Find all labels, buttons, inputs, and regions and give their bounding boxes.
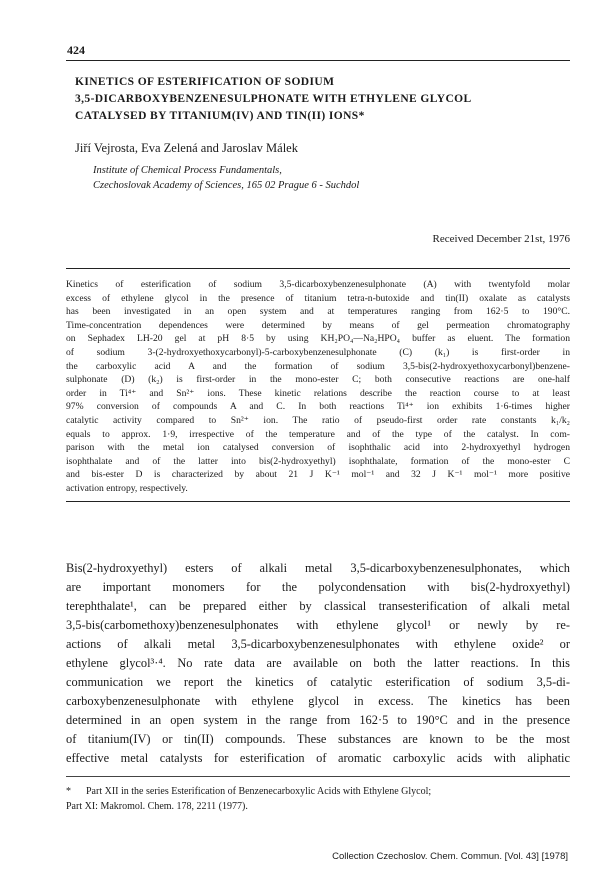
footnote-line-1: * Part XII in the series Esterification of Benzenecarboxylic Acids with Ethylene Glycol; bbox=[66, 786, 432, 797]
abstract-line: Kinetics of esterification of sodium 3,5-dicarboxybenzenesulphonate (A) with twentyfold molar bbox=[66, 279, 570, 290]
abstract-line: catalytic activity compared to Sn²⁺ ion. The ratio of pseudo-first order rate constants k₁/k₂ bbox=[66, 414, 570, 426]
abstract-line: isophthalate and of the latter into bis(2-hydroxyethyl) isophthalate, formation of the mono-ester C bbox=[66, 455, 570, 467]
abstract-bottom-rule bbox=[66, 501, 570, 502]
received-date: Received December 21st, 1976 bbox=[432, 233, 570, 245]
body-line: Bis(2-hydroxyethyl) esters of alkali metal 3,5-dicarboxybenzenesulphonates, which bbox=[66, 561, 570, 575]
abstract-line: 97% conversion of compounds A and C. In both reactions Ti⁴⁺ ion exhibits 1·6-times higher bbox=[66, 401, 570, 413]
abstract-line: sulphonate (D) (k₂) is first-order in the mono-ester C; both consecutive reactions are one-half bbox=[66, 374, 570, 386]
abstract-line: equals to approx. 1·9, irrespective of the temperature and of the type of the catalyst. In com- bbox=[66, 428, 570, 440]
page-number: 424 bbox=[67, 43, 85, 57]
abstract bbox=[66, 278, 570, 496]
abstract-line: has been investigated in an open system and at temperatures ranging from 162·5 to 190°C. bbox=[66, 306, 570, 318]
footnote bbox=[66, 784, 570, 814]
body-line: determined in an open system in the range from 162·5 to 190°C and in the presence bbox=[66, 713, 570, 727]
journal-footer: Collection Czechoslov. Chem. Commun. [Vol. 43] [1978] bbox=[332, 851, 568, 862]
abstract-line: order in Ti⁴⁺ and Sn²⁺ ions. These kinetic relations describe the reaction course to at least bbox=[66, 387, 570, 399]
title-line-2: 3,5-DICARBOXYBENZENESULPHONATE WITH ETHYLENE GLYCOL bbox=[75, 93, 472, 105]
footnote-line-2: Part XI: Makromol. Chem. 178, 2211 (1977). bbox=[66, 801, 248, 812]
body-line: communication we report the kinetics of catalytic esterification of sodium 3,5-di- bbox=[66, 675, 570, 689]
affiliation-line-2: Czechoslovak Academy of Sciences, 165 02 Prague 6 - Suchdol bbox=[93, 180, 360, 191]
abstract-line: excess of ethylene glycol in the presence of titanium tetra-n-butoxide and tin(II) oxalate as catalysts bbox=[66, 292, 570, 304]
footnote-rule bbox=[66, 776, 570, 777]
body-line: of titanium(IV) or tin(II) compounds. These substances are known to be the most bbox=[66, 732, 570, 746]
body-line: effective metal catalysts for esterification of aromatic carboxylic acids with aliphatic bbox=[66, 751, 570, 765]
abstract-top-rule bbox=[66, 268, 570, 269]
body-line: are important monomers for the polycondensation with bis(2-hydroxyethyl) bbox=[66, 580, 570, 594]
body-line: terephthalate¹, can be prepared either by classical transesterification of alkali metal bbox=[66, 599, 570, 613]
header-rule bbox=[66, 60, 570, 61]
affiliation-line-1: Institute of Chemical Process Fundamentals, bbox=[93, 165, 282, 176]
abstract-line: on Sephadex LH-20 gel at pH 8·5 by using KH₂PO₄—Na₂HPO₄ buffer as eluent. The formation bbox=[66, 333, 570, 345]
title-line-3: CATALYSED BY TITANIUM(IV) AND TIN(II) IONS* bbox=[75, 110, 365, 122]
abstract-line: the carboxylic acid A and the formation of sodium 3,5-bis(2-hydroxyethoxycarbonyl)benzene- bbox=[66, 360, 570, 372]
body-line: carboxybenzenesulphonate with ethylene glycol in excess. The kinetics has been bbox=[66, 694, 570, 708]
author-list: Jiří Vejrosta, Eva Zelená and Jaroslav Málek bbox=[75, 141, 298, 155]
abstract-line: parison with the metal ion catalysed conversion of isophthalic acid into 2-hydroxyethyl hydrogen bbox=[66, 442, 570, 454]
affiliation bbox=[93, 163, 359, 193]
abstract-line: Time-concentration dependences were determined by means of gel permeation chromatography bbox=[66, 319, 570, 331]
abstract-line: activation entropy, respectively. bbox=[66, 482, 188, 494]
abstract-line: of sodium 3-(2-hydroxyethoxycarbonyl)-5-carboxybenzenesulphonate (C) (k₁) is first-order in bbox=[66, 346, 570, 358]
body-line: actions of alkali metal 3,5-dicarboxybenzenesulphonates with ethylene oxide² or bbox=[66, 637, 570, 651]
article-title bbox=[75, 74, 555, 125]
title-line-1: KINETICS OF ESTERIFICATION OF SODIUM bbox=[75, 76, 335, 88]
body-line: ethylene glycol³·⁴. No rate data are available on both the latter reactions. In this bbox=[66, 656, 570, 670]
body-text bbox=[66, 559, 570, 768]
body-line: 3,5-bis(carbomethoxy)benzenesulphonates with ethylene glycol¹ or newly by re- bbox=[66, 618, 570, 632]
abstract-line: and bis-ester D is characterized by about 21 J K⁻¹ mol⁻¹ and 32 J K⁻¹ mol⁻¹ more positive bbox=[66, 469, 570, 481]
